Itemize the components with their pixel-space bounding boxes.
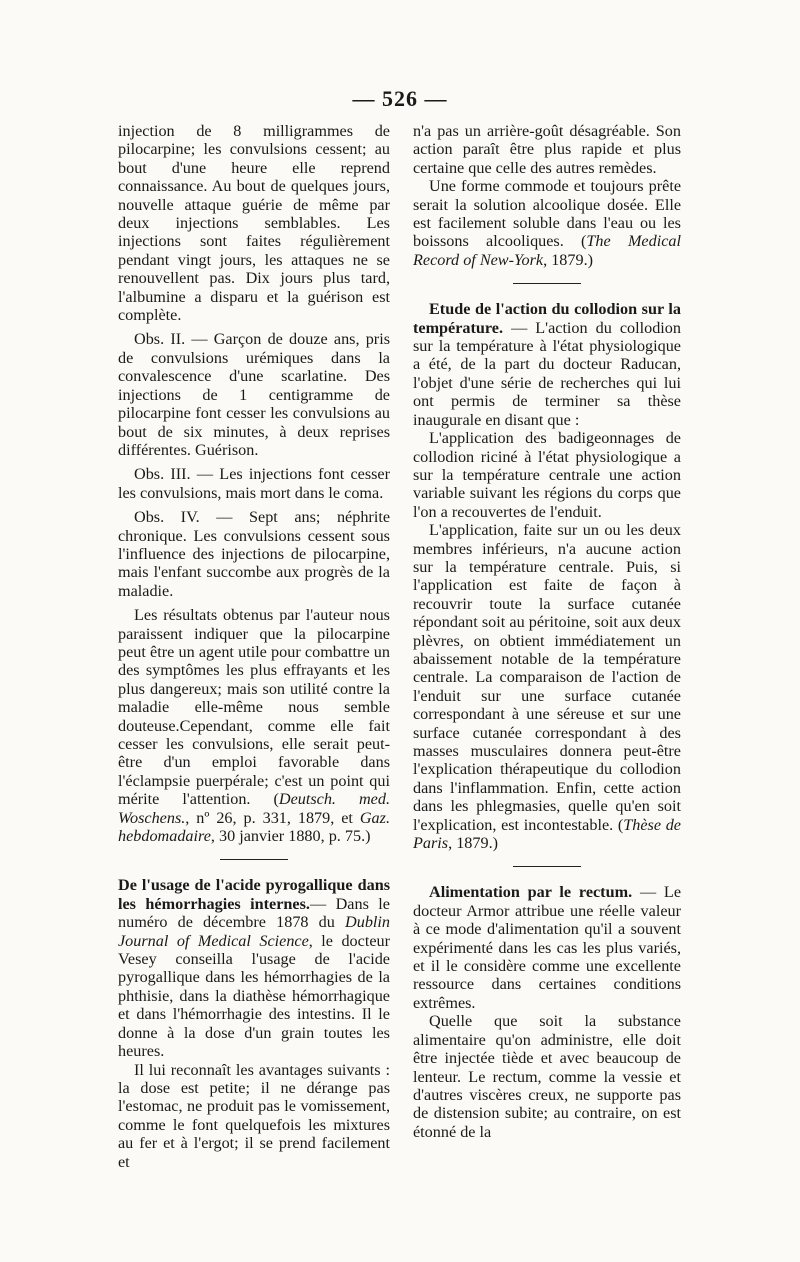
reference-source: The Medical Record of New-York bbox=[413, 232, 681, 269]
paragraph bbox=[413, 521, 681, 852]
page-number: — 526 — bbox=[352, 86, 448, 111]
observation-2: Obs. II. — Garçon de douze ans, pris de convulsions urémiques dans la convalescence d'une scarlatine. Des injections de 1 centigramme de pilocarpine font cesser les convulsions au bout de six minutes, à deux reprises différentes. Guérison. bbox=[118, 330, 390, 459]
section-divider bbox=[220, 859, 288, 860]
right-column bbox=[413, 122, 681, 1141]
section-title: Alimentation par le rectum. bbox=[429, 883, 633, 902]
left-column bbox=[118, 122, 390, 1171]
section-text: — Dans le numéro de décembre 1878 du bbox=[118, 894, 390, 932]
paragraph: injection de 8 milligrammes de pilocarpine; les convulsions cessent; au bout d'une heure elle reprend connaissance. Au bout de quelques jours, nouvelle attaque guérie de même par deux injections semblables. Les injections sont faites régulièrement pendant vingt jours, les attaques ne se renouvellent pas. Dix jours plus tard, l'albumine a disparu et la guérison est complète. bbox=[118, 122, 390, 325]
reference-source: Gaz. hebdomadaire bbox=[118, 808, 390, 846]
paragraph: L'application des badigeonnages de collodion riciné à l'état physiologique a sur la température centrale une action variable suivant les régions du corps que l'on a recouvertes de l'enduit. bbox=[413, 429, 681, 521]
section-text: — Le docteur Armor attribue une réelle valeur à ce mode d'alimentation qu'il a souvent expérimenté dans les cas les plus variés, et il le considère comme une excellente ressource dans certaines conditions extrêmes. bbox=[413, 883, 682, 1012]
section bbox=[413, 883, 681, 1012]
paragraph-text: Une forme commode et toujours prête serait la solution alcoolique dosée. Elle est facilement soluble dans l'eau ou les boissons alcooliques. ( bbox=[413, 177, 681, 251]
paragraph: Quelle que soit la substance alimentaire qu'on administre, elle doit être injectée tiède et avec beaucoup de lenteur. Le rectum, comme la vessie et d'autres viscères creux, ne supporte pas de distension subite; au contraire, on est étonné de la bbox=[413, 1012, 681, 1141]
journal-title: Dublin Journal of Medical Science bbox=[118, 913, 390, 950]
paragraph-text: Les résultats obtenus par l'auteur nous paraissent indiquer que la pilocarpine peut être un agent utile pour combattre un des symptômes les plus effrayants et les plus dangereux; mais son utilité contre la maladie elle-même nous semble douteuse.Cependant, comme elle fait cesser les convulsions, elle serait peut-être d'un emploi favorable dans l'éclampsie puerpérale; c'est un point qui mérite l'attention. bbox=[118, 606, 390, 809]
section-text: — L'action du collodion sur la température à l'état physiologique a été, de la part du docteur Raducan, l'objet d'une série de recherches qui lui ont permis de terminer sa thèse inaugurale en disant que : bbox=[413, 318, 681, 429]
section bbox=[118, 876, 390, 1060]
section-text: , le docteur Vesey conseilla l'usage de l'acide pyrogallique dans les hémorrhagies de la phthisie, dans la diathèse hémorrhagique et dans l'hémorrhagie des intestins. Il le donne à la dose d'un grain toutes les heures. bbox=[118, 931, 390, 1061]
section-title: Etude de l'action du collodion sur la température. bbox=[413, 300, 681, 337]
paragraph: n'a pas un arrière-goût désagréable. Son action paraît être plus rapide et plus certaine que celle des autres remèdes. bbox=[413, 122, 681, 177]
paragraph-text: L'application, faite sur un ou les deux membres inférieurs, n'a aucune action sur la température centrale. Puis, si l'application est faite de façon à recouvrir toute la surface cutanée répondant soit au péritoine, soit aux deux plèvres, on obtient immédiatement un abaissement notable de la température centrale. La comparaison de l'action de l'enduit sur une surface cutanée correspondant à une séreuse et sur une surface cutanée correspondant à des masses musculaires donnera peut-être l'explication thérapeutique du collodion dans l'inflammation. Enfin, cette action dans les phlegmasies, quelle qu'en soit l'explication, est incontestable. ( bbox=[413, 521, 681, 834]
reference-source: Deutsch. med. Woschens. bbox=[118, 790, 390, 827]
reference-source: Thèse de Paris bbox=[413, 815, 681, 853]
section-divider bbox=[513, 866, 581, 867]
section bbox=[413, 300, 681, 429]
observation-3: Obs. III. — Les injections font cesser les convulsions, mais mort dans le coma. bbox=[118, 465, 390, 502]
paragraph bbox=[413, 177, 681, 269]
paragraph: Les résultats obtenus par l'auteur nous paraissent indiquer que la pilocarpine peut être un agent utile pour combattre un des symptômes les plus effrayants et les plus dangereux; mais son utilité contre la maladie elle-même nous semble douteuse.Cependant, comme elle fait cesser les convulsions, elle serait peut-être d'un emploi favorable dans l'éclampsie puerpérale; c'est un point qui mérite l'attention. (Deutsch. med. Woschens., nº 26, p. 331, 1879, et Gaz. hebdomadaire, 30 janvier 1880, p. 75.) bbox=[118, 606, 390, 846]
reference-text: , 1879.) bbox=[448, 834, 498, 853]
section-title: De l'usage de l'acide pyrogallique dans les hémorrhagies internes. bbox=[118, 876, 390, 913]
section-divider bbox=[513, 283, 581, 284]
reference-text: , nº 26, p. 331, 1879, et bbox=[185, 808, 360, 827]
observation-4: Obs. IV. — Sept ans; néphrite chronique. Les convulsions cessent sous l'influence des injections de pilocarpine, mais l'enfant succombe aux progrès de la maladie. bbox=[118, 508, 390, 600]
reference-text: , 30 janvier 1880, p. 75.) bbox=[210, 827, 371, 846]
paragraph: Il lui reconnaît les avantages suivants : la dose est petite; il ne dérange pas l'estomac, ne produit pas le vomissement, comme le font quelquefois les mixtures au fer et à l'ergot; il se prend facilement et bbox=[118, 1060, 390, 1171]
reference-text: , 1879.) bbox=[543, 250, 593, 269]
